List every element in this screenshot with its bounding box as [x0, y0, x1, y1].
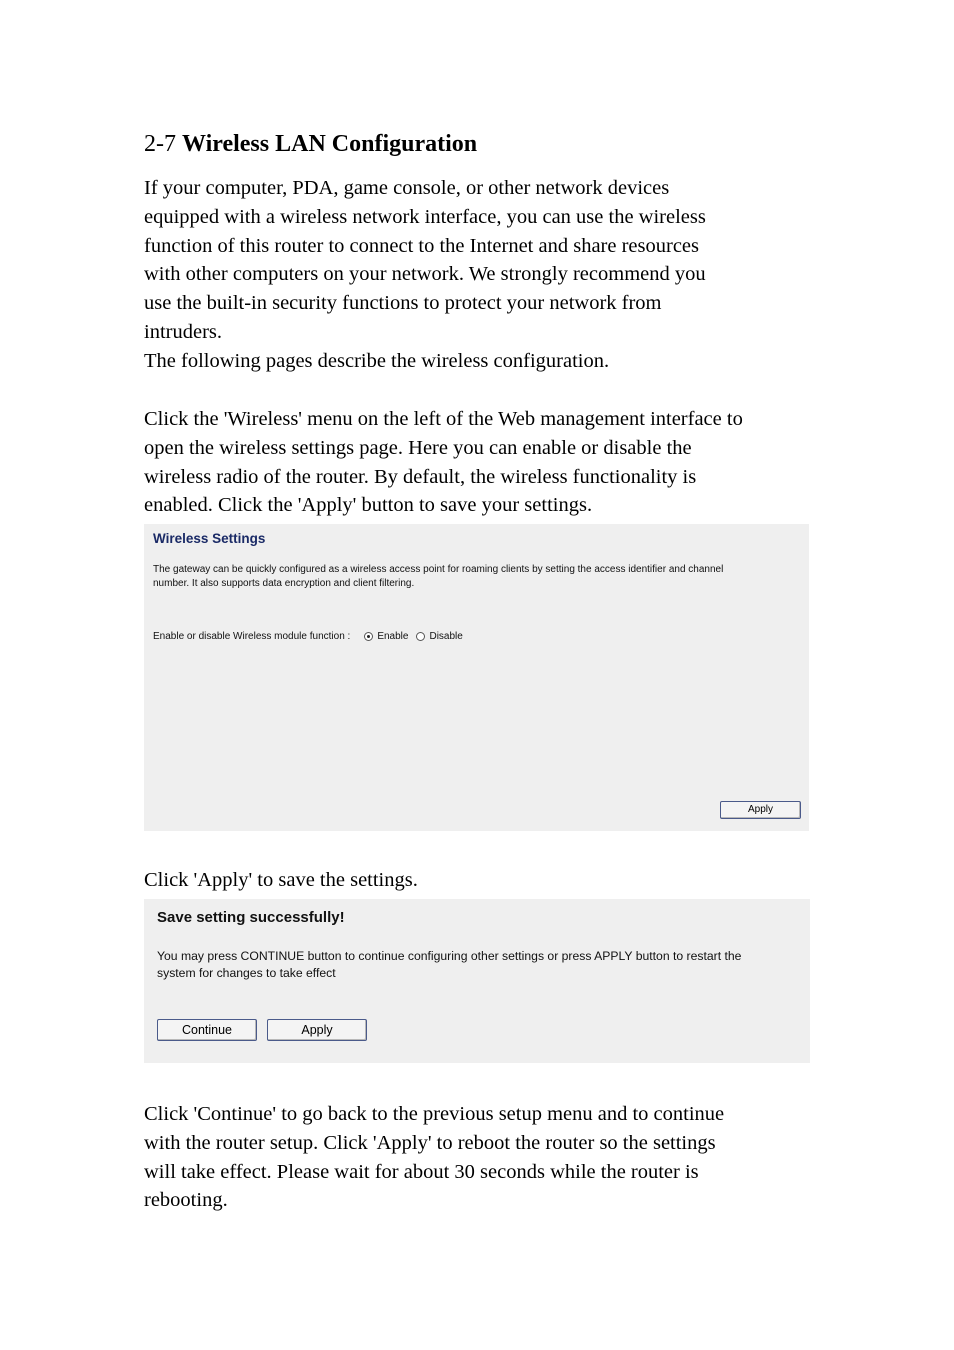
wireless-module-label: Enable or disable Wireless module function : — [153, 631, 351, 642]
intro-line: use the built-in security functions to protect your network from — [144, 292, 662, 315]
intro-line: If your computer, PDA, game console, or other network devices — [144, 177, 670, 199]
wireless-settings-description — [153, 563, 723, 590]
save-success-title: Save setting successfully! — [157, 909, 345, 926]
wireless-settings-title: Wireless Settings — [153, 531, 266, 546]
apply-note — [144, 866, 814, 895]
intro-line: intruders. — [144, 320, 222, 343]
disable-radio[interactable] — [416, 632, 425, 641]
apply-button[interactable]: Apply — [267, 1019, 367, 1041]
wireless-settings-screenshot — [144, 524, 809, 831]
instructions-line: Click the 'Wireless' menu on the left of the Web management interface to — [144, 408, 743, 430]
intro-paragraph — [144, 174, 814, 376]
instructions-line: wireless radio of the router. By default, the wireless functionality is — [144, 465, 697, 488]
closing-line: Click 'Continue' to go back to the previous setup menu and to continue — [144, 1103, 725, 1125]
apply-note-line: Click 'Apply' to save the settings. — [144, 869, 418, 891]
intro-line: The following pages describe the wireless configuration. — [144, 349, 610, 372]
section-heading — [144, 128, 477, 160]
closing-line: with the router setup. Click 'Apply' to reboot the router so the settings — [144, 1131, 716, 1154]
instructions-line: enabled. Click the 'Apply' button to save your settings. — [144, 494, 593, 517]
instructions-line: open the wireless settings page. Here you can enable or disable the — [144, 436, 692, 459]
save-success-description — [157, 948, 741, 981]
enable-radio[interactable] — [364, 632, 373, 641]
description-line: The gateway can be quickly configured as a wireless access point for roaming clients by setting the access identifier and channel — [153, 564, 724, 575]
wireless-module-row — [153, 631, 463, 642]
save-success-screenshot — [144, 899, 810, 1063]
apply-button[interactable]: Apply — [720, 801, 801, 819]
section-title: Wireless LAN Configuration — [182, 131, 478, 157]
intro-line: with other computers on your network. We strongly recommend you — [144, 263, 706, 286]
description-line: You may press CONTINUE button to continue configuring other settings or press APPLY button to restart the — [157, 949, 742, 963]
instructions-paragraph — [144, 405, 814, 520]
description-line: number. It also supports data encryption and client filtering. — [153, 577, 415, 589]
enable-label[interactable]: Enable — [377, 631, 409, 642]
section-number: 2-7 — [144, 131, 176, 157]
disable-label[interactable]: Disable — [429, 631, 463, 642]
continue-button[interactable]: Continue — [157, 1019, 257, 1041]
intro-line: function of this router to connect to the Internet and share resources — [144, 234, 700, 257]
closing-paragraph — [144, 1100, 814, 1215]
closing-line: rebooting. — [144, 1189, 228, 1212]
description-line: system for changes to take effect — [157, 965, 336, 980]
intro-line: equipped with a wireless network interface, you can use the wireless — [144, 205, 706, 228]
closing-line: will take effect. Please wait for about 30 seconds while the router is — [144, 1160, 699, 1183]
